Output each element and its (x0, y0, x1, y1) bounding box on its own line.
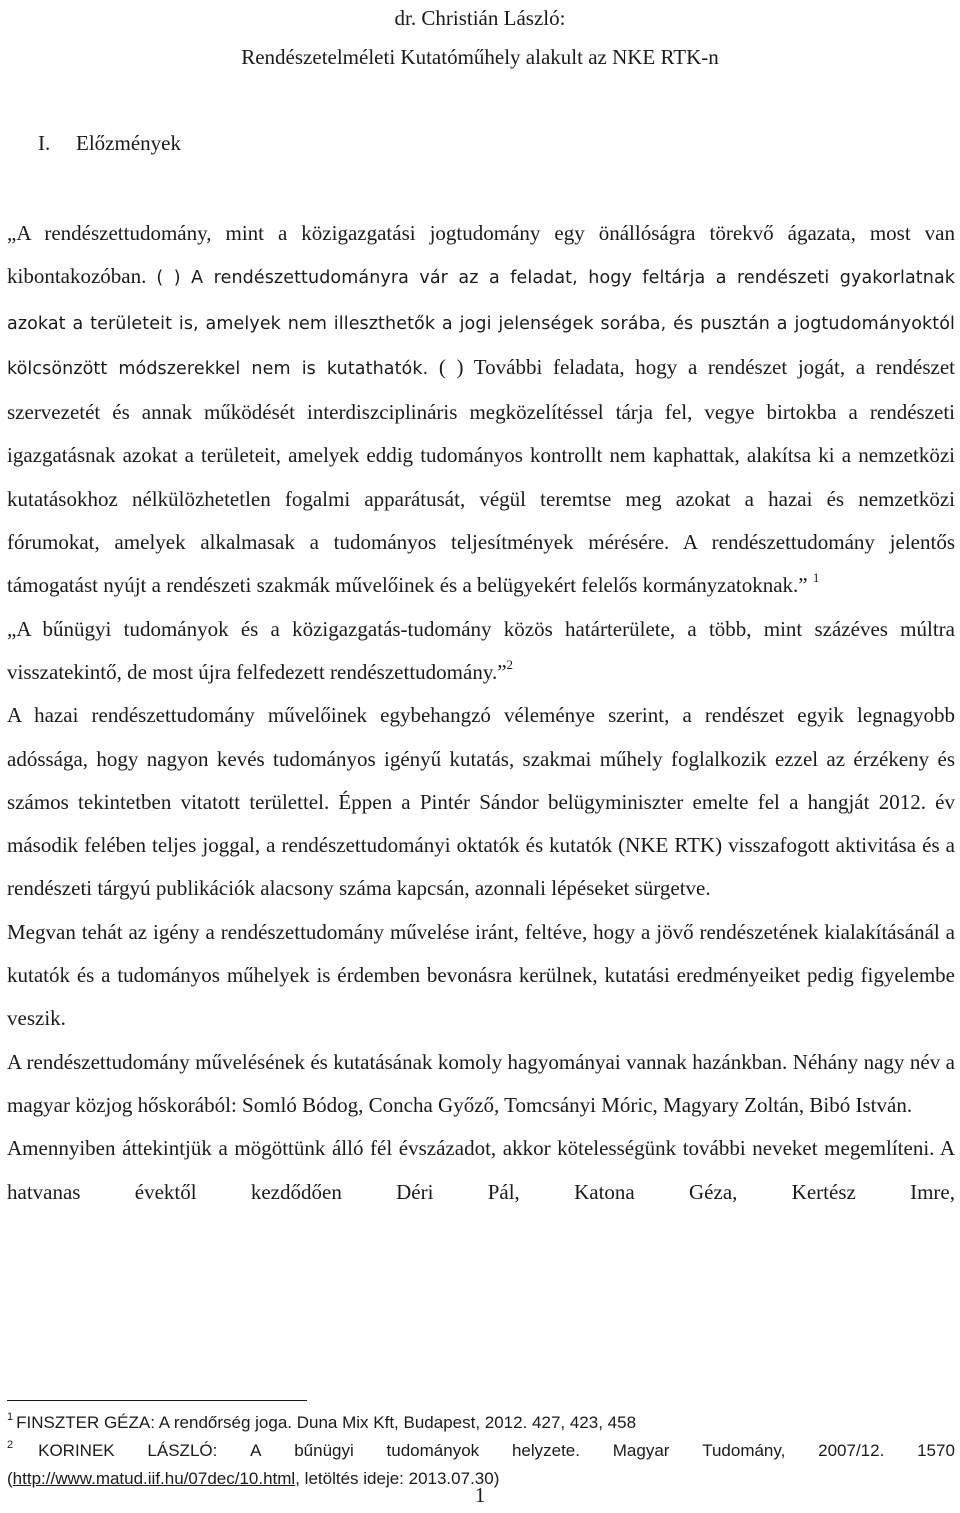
paragraph-2 (7, 608, 955, 695)
section-number: I. (38, 131, 51, 155)
footnote-2-word: A (250, 1441, 262, 1460)
footnote-2-word: helyzete. (511, 1441, 580, 1460)
paragraph-4: Megvan tehát az igény a rendészettudomány művelése iránt, feltéve, hogy a jövő rendészetének kialakításánál a kutatók és a tudományos műhelyek is érdemben bevonásra kerülnek, kutatási eredményeiket pedig figyelembe veszik. (7, 919, 955, 1031)
footnote-1 (7, 1410, 955, 1438)
paragraph-6: Amennyiben áttekintjük a mögöttünk álló fél évszázadot, akkor kötelességünk további neveket megemlíteni. A hatvanas évektől kezdődően Déri Pál, Katona Géza, Kertész Imre, (7, 1136, 955, 1204)
footnote-1-text: FINSZTER GÉZA: A rendőrség joga. Duna Mix Kft, Budapest, 2012. 427, 423, 458 (16, 1413, 637, 1432)
footnote-2-word: LÁSZLÓ: (147, 1441, 218, 1460)
section-title: Előzmények (76, 131, 181, 155)
document-title: Rendészetelméleti Kutatóműhely alakult az NKE RTK-n (241, 45, 719, 69)
page-number: 1 (474, 1483, 486, 1507)
footnote-ref-2[interactable]: 2 (506, 656, 514, 672)
quote-2: „A bűnügyi tudományok és a közigazgatás-tudomány közös határterülete, a több, mint százéves múltra visszatekintő, de most újra felfedezett rendészettudomány.” (7, 616, 955, 684)
paragraph-1 (7, 212, 955, 608)
footnote-ref-1[interactable]: 1 (812, 570, 820, 586)
footnote-2-word: KORINEK (38, 1441, 115, 1460)
section-heading (38, 130, 181, 156)
footnote-2-lead (7, 1438, 115, 1466)
footnote-2-word: Tudomány, (702, 1441, 786, 1460)
footnote-2-word: 2007/12. (818, 1441, 885, 1460)
footnote-2-tail: , letöltés ideje: 2013.07.30) (295, 1469, 500, 1488)
paragraph-5: A rendészettudomány művelésének és kutatásának komoly hagyományai vannak hazánkban. Néhány nagy név a magyar közjog hőskorából: Somló Bódog, Concha Győző, Tomcsányi Móric, Magyary Zoltán, Bibó István. (7, 1049, 955, 1117)
footnote-separator (7, 1400, 307, 1401)
quote-1-rest: ( ) További feladata, hogy a rendészet jogát, a rendészet szervezetét és annak működését interdiszciplináris megközelítéssel tárja fel, vegye birtokba a rendészeti igazgatásnak azokat a területeit, amelyek eddig tudományos kontrollt nem kaphattak, alakítsa ki a nemzetközi kutatásokhoz nélkülözhetetlen fogalmi apparátusát, végül teremtse meg azokat a hazai és nemzetközi fórumokat, amelyek alkalmasak a tudományos teljesítmények mérésére. A rendészettudomány jelentős támogatást nyújt a rendészeti szakmák művelőinek és a belügyekért felelős kormányzatoknak.” (7, 354, 955, 598)
paragraph-3: A hazai rendészettudomány művelőinek egybehangzó véleménye szerint, a rendészet egyik legnagyobb adóssága, hogy nagyon kevés tudományos igényű kutatás, szakmai műhely foglalkozik ezzel az érzékeny és számos tekintetben vitatott területtel. Éppen a Pintér Sándor belügyminiszter emelte fel a hangját 2012. év második felében teljes joggal, a rendészettudományi oktatók és kutatók (NKE RTK) visszafogott aktivitása és a rendészeti tárgyú publikációk alacsony száma kapcsán, azonnali lépéseket sürgetve. (7, 703, 955, 901)
footnote-2-number: 2 (7, 1439, 14, 1451)
footnote-1-number: 1 (7, 1411, 14, 1423)
footnotes (7, 1410, 955, 1492)
author-line: dr. Christián László: (394, 6, 566, 30)
footnote-2-word: Magyar (612, 1441, 670, 1460)
footnote-2-line-1 (7, 1438, 955, 1466)
body-text (7, 212, 955, 1214)
quote-1-intro: „A rendészettudomány, mint a közigazgatási jogtudomány egy önállóságra törekvő ágazata, most van kibontakozóban. (7, 221, 955, 289)
footnote-2-word: tudományok (386, 1441, 480, 1460)
footnote-2-word: bűnügyi (294, 1441, 354, 1460)
quote-1-mono: ( ) A rendészettudományra vár az a feladat, hogy feltárja a rendészeti gyakorlatnak azokat a területeit is, amelyek nem illeszthetők a jogi jelenségek sorába, és pusztán a jogtudományoktól kölcsönzött módszerekkel nem is kutathatók. (7, 268, 955, 379)
footnote-2-word: 1570 (917, 1441, 955, 1460)
footnote-2-paren: ( (7, 1469, 13, 1488)
footnote-2-link[interactable]: http://www.matud.iif.hu/07dec/10.html (12, 1469, 296, 1488)
